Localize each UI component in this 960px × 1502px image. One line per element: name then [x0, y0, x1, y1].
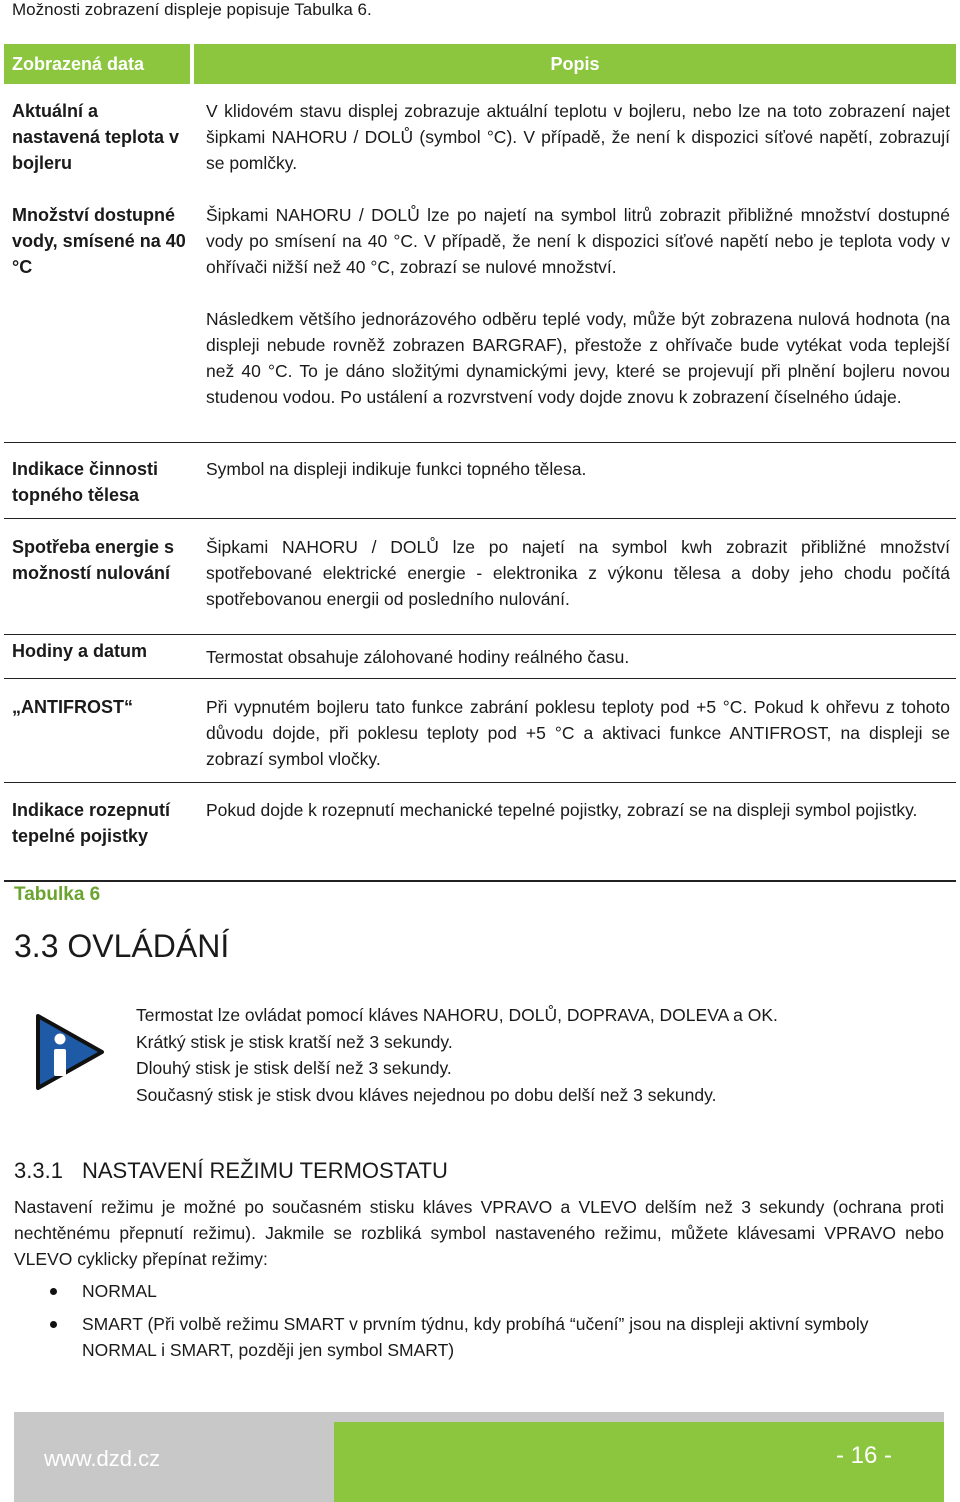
info-icon	[34, 1012, 106, 1097]
info-line: Dlouhý stisk je stisk delší než 3 sekundy.	[136, 1058, 452, 1078]
row-description: V klidovém stavu displej zobrazuje aktuální teplotu v bojleru, nebo lze na toto zobrazení najet šipkami NAHORU / DOLŮ (symbol °C). V případě, že není k dispozici síťové napětí, zobrazují se pomlčky.	[206, 101, 950, 173]
mode-list	[14, 1278, 894, 1370]
display-table	[4, 44, 956, 846]
section-heading	[14, 928, 229, 965]
row-label: Množství dostupné vody, smísené na 40 °C	[12, 205, 186, 277]
subsection-number: 3.3.1	[14, 1158, 63, 1183]
row-divider	[4, 678, 956, 679]
row-label: Indikace činnosti topného tělesa	[12, 459, 159, 505]
subsection-title: NASTAVENÍ REŽIMU TERMOSTATU	[82, 1158, 448, 1183]
table-header	[4, 44, 956, 84]
footer-gray-strip	[334, 1412, 944, 1422]
table-caption: Tabulka 6	[14, 884, 101, 905]
table-bottom-border	[4, 880, 956, 882]
footer-url: www.dzd.cz	[44, 1446, 161, 1471]
row-description: Šipkami NAHORU / DOLŮ lze po najetí na symbol litrů zobrazit přibližné množství dostupné vody po smísení na 40 °C. V případě, že není k dispozici síťové napětí nebo je teplota vody v ohřívači nižší než 40 °C, zobrazí se nulové množství. Následkem většího jednorázového odběru teplé vody, může být zobrazena nulová hodnota (na displeji nebude rovněž zobrazen BARGRAF), přestože z ohřívače bude vytékat voda teplejší než 40 °C. To je dáno složitými dynamickými jevy, které se projevují při plnění bojleru novou studenou vodou. Po ustálení a rozvrstvení vody dojde znovu k zobrazení číselného údaje.	[206, 205, 950, 407]
info-line: Krátký stisk je stisk kratší než 3 sekundy.	[136, 1031, 453, 1052]
row-description: Šipkami NAHORU / DOLŮ lze po najetí na symbol kwh zobrazit přibližné množství spotřebované elektrické energie - elektronika z výkonu tělesa a doby jeho chodu počítá spotřebovanou energii od posledního nulování.	[206, 537, 950, 609]
row-label: Hodiny a datum	[12, 641, 148, 661]
info-line: Současný stisk je stisk dvou kláves nejednou po dobu delší než 3 sekundy.	[136, 1084, 717, 1105]
row-divider	[4, 518, 956, 519]
row-label: „ANTIFROST“	[12, 697, 133, 717]
page-number: - 16 -	[835, 1442, 892, 1469]
mode-paragraph: Nastavení režimu je možné po současném stisku kláves VPRAVO a VLEVO delším než 3 sekundy (ochrana proti nechtěnému přepnutí režimu). Jakmile se rozbliká symbol nastaveného režimu, můžete klávesami VPRAVO nebo VLEVO cyklicky přepínat režimy:	[14, 1197, 944, 1269]
list-item: SMART (Při volbě režimu SMART v prvním týdnu, kdy probíhá “učení” jsou na displeji aktivní symboly NORMAL i SMART, později jen symbol SMART)	[14, 1311, 894, 1363]
row-description: Symbol na displeji indikuje funkci topného tělesa.	[206, 459, 587, 479]
row-divider	[4, 782, 956, 783]
page-footer	[14, 1412, 944, 1502]
row-description: Při vypnutém bojleru tato funkce zabrání poklesu teploty pod +5 °C. Pokud k ohřevu z tohoto důvodu dojde, při poklesu teploty pod +5 °C a aktivaci funkce ANTIFROST, na displeji se zobrazí symbol vločky.	[206, 697, 950, 769]
row-divider	[4, 442, 956, 443]
list-item: NORMAL	[14, 1278, 894, 1304]
row-description: Termostat obsahuje zálohované hodiny reálného času.	[206, 647, 630, 667]
intro-text: Možnosti zobrazení displeje popisuje Tabulka 6.	[12, 0, 372, 19]
info-line: Termostat lze ovládat pomocí kláves NAHORU, DOLŮ, DOPRAVA, DOLEVA a OK.	[136, 1005, 778, 1025]
column-header-data: Zobrazená data	[4, 44, 190, 84]
section-title: OVLÁDÁNÍ	[67, 928, 230, 964]
section-number: 3.3	[14, 928, 59, 964]
info-note	[136, 1002, 778, 1108]
column-header-description: Popis	[194, 44, 956, 84]
row-label: Spotřeba energie s možností nulování	[12, 537, 175, 583]
row-label: Indikace rozepnutí tepelné pojistky	[12, 800, 171, 846]
row-divider	[4, 634, 956, 635]
row-label: Aktuální a nastavená teplota v bojleru	[12, 101, 180, 173]
row-description: Pokud dojde k rozepnutí mechanické tepelné pojistky, zobrazí se na displeji symbol pojistky.	[206, 800, 918, 820]
subsection-heading	[14, 1158, 448, 1184]
